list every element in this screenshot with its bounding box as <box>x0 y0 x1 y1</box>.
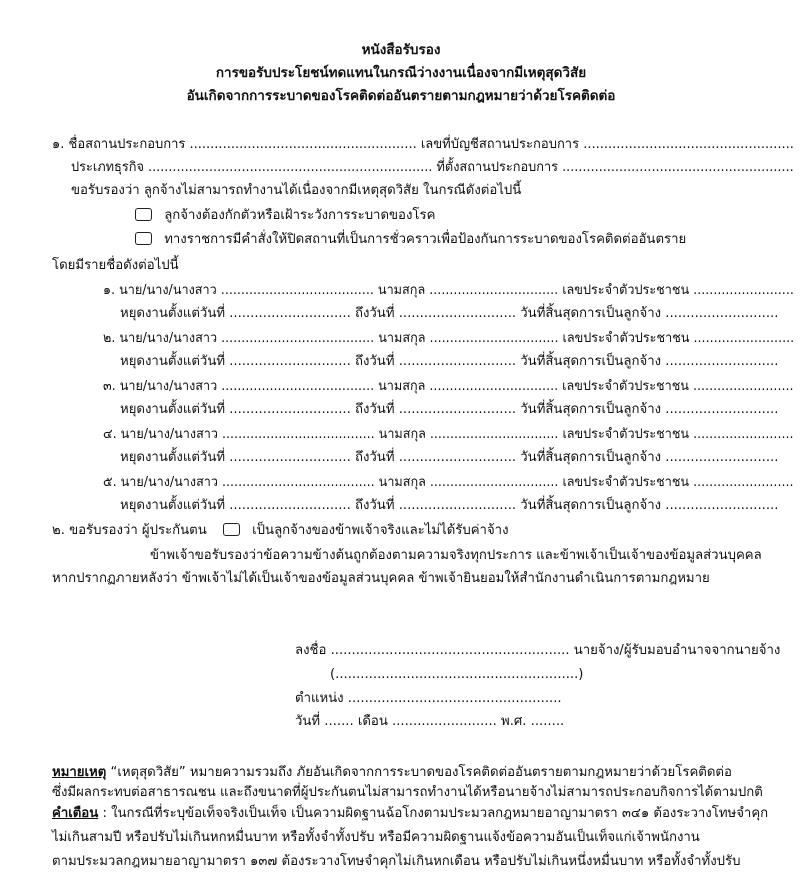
business-type-line[interactable]: ประเภทธุรกิจ ...................................................................... ที่ตั้งสถานประกอบการ ......................................................... <box>71 160 794 175</box>
employee-name-line[interactable]: ๑. นาย/นาง/นางสาว ...................................... นามสกุล ................................ เลขประจำตัวประชาชน ......................... <box>103 283 794 298</box>
warning-line-2: ไม่เกินสามปี หรือปรับไม่เกินหกหมื่นบาท หรือทั้งจำทั้งปรับ หรือมีความผิดฐานแจ้งข้อความอันเป็นเท็จแก่เจ้าพนักงาน <box>52 830 700 845</box>
signer-name-line[interactable]: (..........................................................) <box>330 667 584 682</box>
warning-text-1: : ในกรณีที่ระบุข้อเท็จจริงเป็นเท็จ เป็นความผิดฐานฉ้อโกงตามประมวลกฎหมายอาญามาตรา ๓๔๑ ต้องระวางโทษจำคุก <box>102 806 769 821</box>
employee-date-line[interactable]: หยุดงานตั้งแต่วันที่ ............................. ถึงวันที่ ............................ วันที่สิ้นสุดการเป็นลูกจ้าง ........................... <box>120 354 779 369</box>
note-text-1: “เหตุสุดวิสัย” หมายความรวมถึง ภัยอันเกิดจากการระบาดของโรคติดต่ออันตรายตามกฎหมายว่าด้วยโรคติดต่อ <box>110 765 732 780</box>
employee-date-line[interactable]: หยุดงานตั้งแต่วันที่ ............................. ถึงวันที่ ............................ วันที่สิ้นสุดการเป็นลูกจ้าง ........................... <box>120 402 779 417</box>
section2-line <box>52 522 509 540</box>
option-closure-checkbox[interactable] <box>135 232 152 245</box>
note-line-1 <box>52 764 732 782</box>
warning-line-3: ตามประมวลกฎหมายอาญามาตรา ๑๓๗ ต้องระวางโทษจำคุกไม่เกินหกเดือน หรือปรับไม่เกินหนึ่งหมื่นบาท หรือทั้งจำทั้งปรับ <box>52 854 741 869</box>
document-title: หนังสือรับรอง <box>361 42 441 58</box>
declaration-line-1: ข้าพเจ้าขอรับรองว่าข้อความข้างต้นถูกต้องตามความจริงทุกประการ และข้าพเจ้าเป็นเจ้าของข้อมูลส่วนบุคคล <box>150 548 762 563</box>
employee-date-line[interactable]: หยุดงานตั้งแต่วันที่ ............................. ถึงวันที่ ............................ วันที่สิ้นสุดการเป็นลูกจ้าง ........................... <box>120 450 779 465</box>
employee-name-line[interactable]: ๓. นาย/นาง/นางสาว ...................................... นามสกุล ................................ เลขประจำตัวประชาชน ......................... <box>103 379 794 394</box>
establishment-name-line[interactable]: ๑. ชื่อสถานประกอบการ ....................................................... เลขที่บัญชีสถานประกอบการ ................................................... <box>52 137 794 152</box>
certify-statement: ขอรับรองว่า ลูกจ้างไม่สามารถทำงานได้เนื่องจากมีเหตุสุดวิสัย ในกรณีดังต่อไปนี้ <box>71 183 522 198</box>
document-subtitle-2: อันเกิดจากการระบาดของโรคติดต่ออันตรายตามกฎหมายว่าด้วยโรคติดต่อ <box>186 88 616 104</box>
employee-name-line[interactable]: ๔. นาย/นาง/นางสาว ...................................... นามสกุล ................................ เลขประจำตัวประชาชน ......................... <box>103 427 794 442</box>
option-closure[interactable] <box>135 231 686 249</box>
position-line[interactable]: ตำแหน่ง ................................................... <box>295 691 562 706</box>
section2-lead: ๒. ขอรับรองว่า ผู้ประกันตน <box>52 523 207 538</box>
employee-date-line[interactable]: หยุดงานตั้งแต่วันที่ ............................. ถึงวันที่ ............................ วันที่สิ้นสุดการเป็นลูกจ้าง ........................... <box>120 306 779 321</box>
option-quarantine-label: ลูกจ้างต้องกักตัวหรือเฝ้าระวังการระบาดของโรค <box>164 208 436 223</box>
warning-line-1 <box>52 805 768 823</box>
employee-name-line[interactable]: ๕. นาย/นาง/นางสาว ...................................... นามสกุล ................................ เลขประจำตัวประชาชน ......................... <box>103 475 794 490</box>
insured-employee-label: เป็นลูกจ้างของข้าพเจ้าจริงและไม่ได้รับค่าจ้าง <box>252 523 509 538</box>
insured-employee-checkbox[interactable] <box>223 523 240 536</box>
document-subtitle-1: การขอรับประโยชน์ทดแทนในกรณีว่างงานเนื่องจากมีเหตุสุดวิสัย <box>215 65 587 81</box>
employee-date-line[interactable]: หยุดงานตั้งแต่วันที่ ............................. ถึงวันที่ ............................ วันที่สิ้นสุดการเป็นลูกจ้าง ........................... <box>120 498 779 513</box>
signature-line[interactable]: ลงชื่อ ......................................................... นายจ้าง/ผู้รับมอบอำนาจจากนายจ้าง <box>295 643 781 658</box>
warning-label: คำเตือน <box>52 806 99 821</box>
option-closure-label: ทางราชการมีคำสั่งให้ปิดสถานที่เป็นการชั่วคราวเพื่อป้องกันการระบาดของโรคติดต่ออันตราย <box>164 232 687 247</box>
note-line-2: ซึ่งมีผลกระทบต่อสาธารณชน และถึงขนาดที่ผู้ประกันตนไม่สามารถทำงานได้หรือนายจ้างไม่สามารถประกอบกิจการได้ตามปกติ <box>52 785 763 800</box>
employee-name-line[interactable]: ๒. นาย/นาง/นางสาว ...................................... นามสกุล ................................ เลขประจำตัวประชาชน ......................... <box>103 331 795 346</box>
declaration-line-2: หากปรากฏภายหลังว่า ข้าพเจ้าไม่ได้เป็นเจ้าของข้อมูลส่วนบุคคล ข้าพเจ้ายินยอมให้สำนักงานดำเนินการตามกฎหมาย <box>52 571 710 586</box>
option-quarantine[interactable] <box>135 207 435 225</box>
note-label: หมายเหตุ <box>52 765 107 780</box>
names-intro: โดยมีรายชื่อดังต่อไปนี้ <box>52 258 179 273</box>
option-quarantine-checkbox[interactable] <box>135 208 152 221</box>
date-line[interactable]: วันที่ ....... เดือน ......................... พ.ศ. ........ <box>295 714 565 729</box>
